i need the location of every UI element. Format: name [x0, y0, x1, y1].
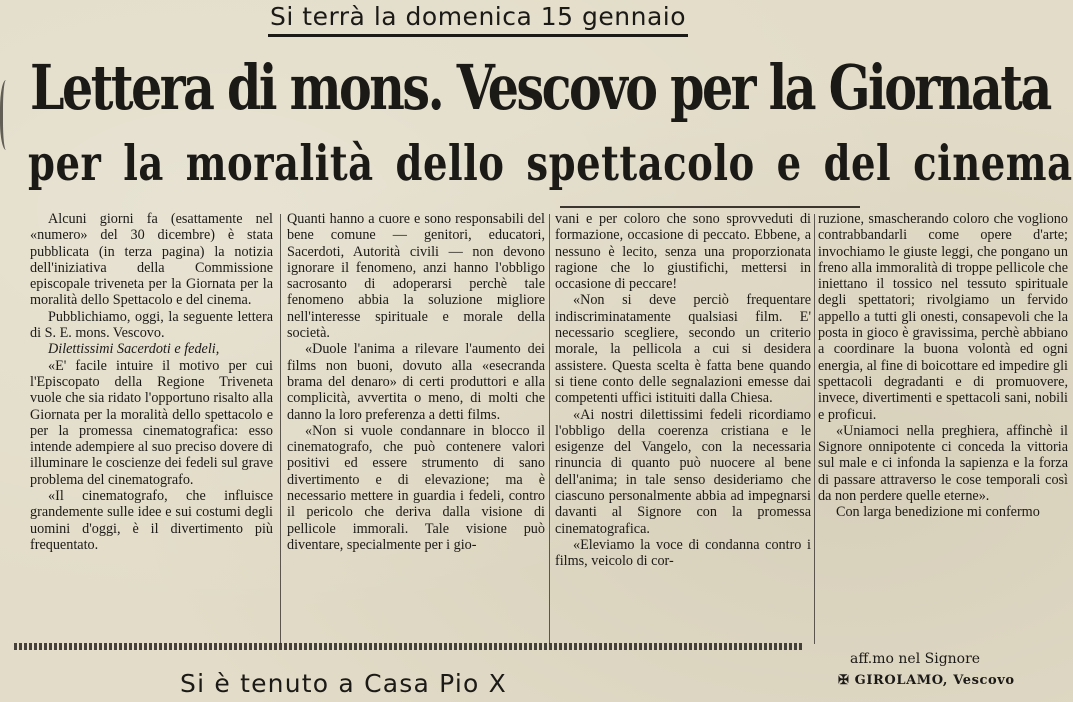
- column-divider: [280, 214, 281, 644]
- article-column-1: [30, 211, 273, 553]
- headline-line-1: Lettera di mons. Vescovo per la Giornata: [30, 51, 1050, 124]
- column-divider: [549, 214, 550, 644]
- column-divider: [814, 214, 815, 644]
- closing-formula: aff.mo nel Signore: [850, 651, 981, 667]
- headline-underline: [560, 206, 860, 208]
- paragraph: «Ai nostri dilettissimi fedeli ricordiamo l'obbligo della coerenza cristiana e le esigenze del Vangelo, con la necessaria rinuncia di quanto può nuocere al bene dell'anima; in tale senso desideriamo che ciascuno personalmente abbia ad impegnarsi davanti al Signore con la promessa cinematografica.: [555, 406, 811, 537]
- article-column-3: [555, 211, 811, 570]
- paragraph: vani e per coloro che sono sprovveduti di formazione, occasione di peccato. Ebbene, a nessuno è lecito, senza una proporzionata ragione che lo giustifichi, mettersi in occasione di peccare!: [555, 211, 811, 293]
- article-column-2: [287, 211, 545, 553]
- signature-name: GIROLAMO,: [854, 673, 949, 688]
- article-column-4: [818, 211, 1068, 521]
- paragraph: «Eleviamo la voce di condanna contro i films, veicolo di cor-: [555, 536, 811, 570]
- paragraph: «Non si deve perciò frequentare indiscriminatamente qualsiasi film. E' necessario scegliere, secondo un criterio morale, la pellicola a cui si desidera assistere. Questa scelta è fatta bene quando si tiene conto delle segnalazioni emesse dai competenti uffici istituiti dalla Chiesa.: [555, 292, 811, 407]
- paragraph: ruzione, smascherando coloro che vogliono contrabbandarli come opere d'arte; invochiamo le giuste leggi, che pongano un freno alla immoralità di troppe pellicole che iniettano il tossico nel tessuto spirituale degli spettatori; rivolgiamo un fervido appello a tutti gli onesti, consapevoli che la posta in gioco è gravissima, perchè abbiano a coordinare la buona volontà ed ogni energia, al fine di boicottare ed impedire gli spettacoli degradanti e di promuovere, invece, divertimenti e spettacoli sani, nobili e proficui.: [818, 211, 1068, 423]
- cross-icon: ✠: [838, 673, 850, 688]
- kicker-headline: Si terrà la domenica 15 gennaio: [268, 2, 688, 37]
- paragraph: Con larga benedizione mi confermo: [836, 504, 1040, 521]
- dotted-separator: [14, 643, 804, 650]
- signature-role: Vescovo: [953, 673, 1015, 688]
- paragraph: «Non si vuole condannare in blocco il cinematografo, che può contenere valori positivi ed essere strumento di sano divertimento e di elevazione; ma è necessario mettere in guardia i fedeli, contro il pericolo che deriva dalla visione di pellicole immorali. Tale visione può diventare, specialmente per i gio-: [287, 422, 545, 553]
- headline-line-2: per la moralità dello spettacolo e del cinema: [28, 136, 1073, 193]
- paragraph: «E' facile intuire il motivo per cui l'Episcopato della Regione Triveneta vuole che sia ridato l'opportuno risalto alla Giornata per la moralità dello spettacolo e per la promessa cinematografica: esso intende adempiere al suo preciso dovere di illuminare le coscienze dei fedeli sul grave problema del cinematografo.: [30, 357, 273, 488]
- signature: [838, 673, 1015, 688]
- paragraph: «Uniamoci nella preghiera, affinchè il Signore onnipotente ci conceda la vittoria sul male e ci infonda la sapienza e la forza di passare attraverso le cose temporali così da non perdere quelle eterne».: [818, 422, 1068, 505]
- next-article-headline: Si è tenuto a Casa Pio X: [180, 669, 507, 698]
- salutation: Dilettissimi Sacerdoti e fedeli,: [48, 341, 220, 358]
- paragraph: Quanti hanno a cuore e sono responsabili del bene comune — genitori, educatori, Sacerdoti, Autorità civili — non devono ignorare il fenomeno, anzi hanno l'obbligo sacrosanto di adoperarsi perchè tale fenomeno abbia la soluzione migliore nell'interesse spirituale e morale della società.: [287, 211, 545, 342]
- paragraph: Alcuni giorni fa (esattamente nel «numero» del 30 dicembre) è stata pubblicata (in terza pagina) la notizia dell'iniziativa della Commissione episcopale triveneta per la Giornata per la moralità dello Spettacolo e del cinema.: [30, 211, 273, 309]
- paragraph: «Duole l'anima a rilevare l'aumento dei films non buoni, dovuto alla «esecranda brama del denaro» di certi produttori e alla complicità, avvertita o meno, di molti che danno la loro preferenza a detti films.: [287, 341, 545, 423]
- fold-mark: [0, 80, 15, 150]
- paragraph: Pubblichiamo, oggi, la seguente lettera di S. E. mons. Vescovo.: [30, 308, 273, 342]
- paragraph: «Il cinematografo, che influisce grandemente sulle idee e sui costumi degli uomini d'oggi, è il divertimento più frequentato.: [30, 488, 273, 553]
